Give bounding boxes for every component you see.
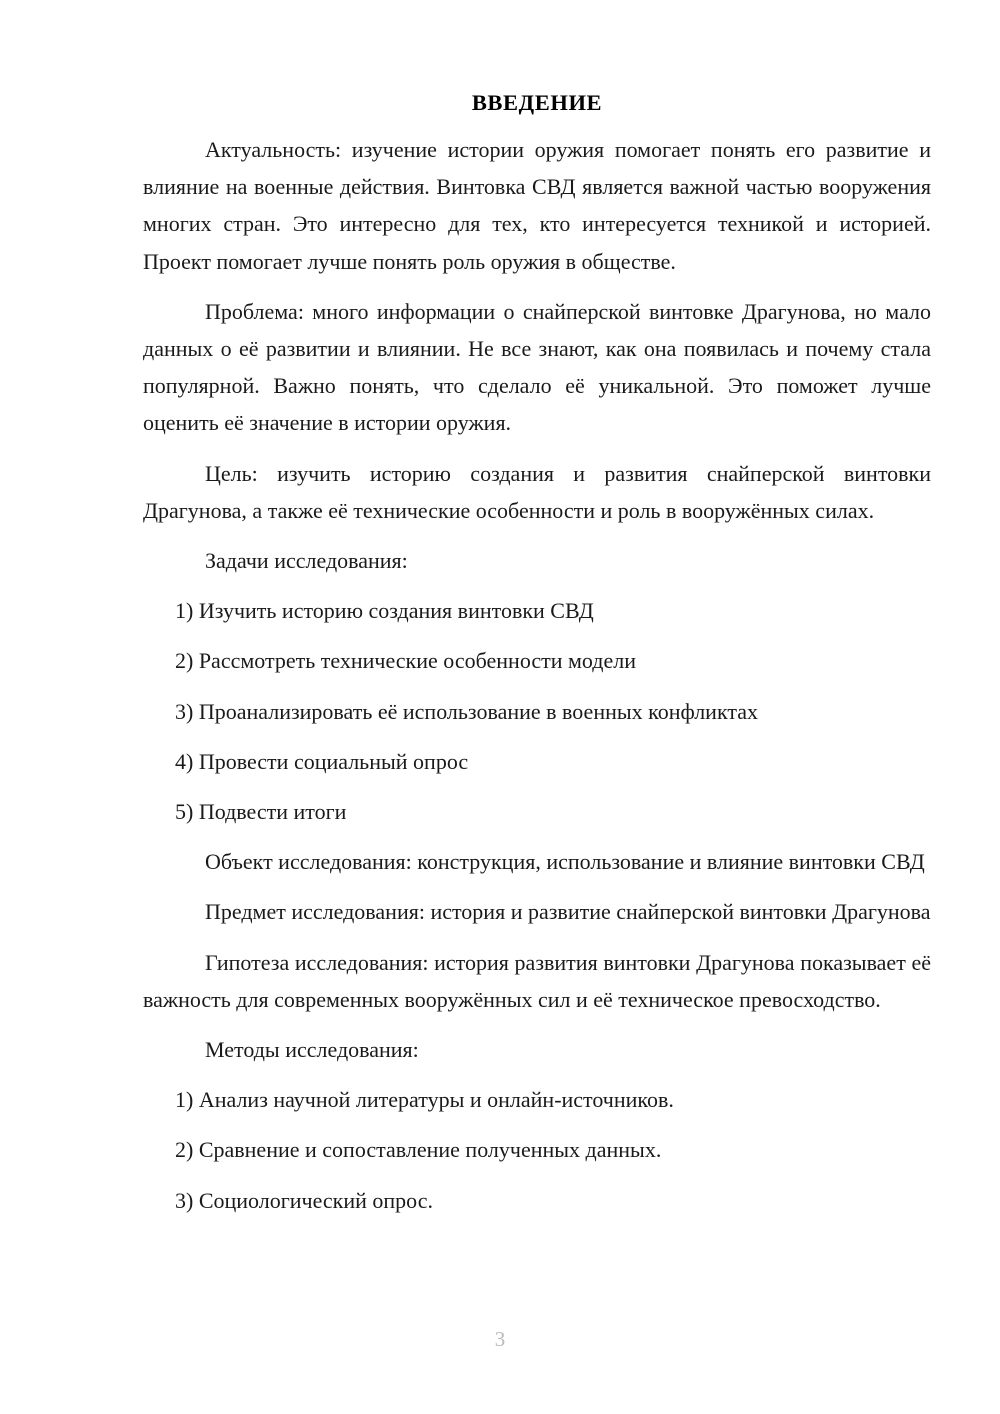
paragraph-goal: Цель: изучить историю создания и развития снайперской винтовки Драгунова, а также её технические особенности и роль в вооружённых силах. — [143, 460, 931, 523]
page-number: 3 — [494, 1327, 506, 1351]
list-item: 5) Подвести итоги — [175, 799, 347, 825]
list-item: 1) Анализ научной литературы и онлайн-источников. — [175, 1087, 674, 1113]
paragraph-relevance: Актуальность: изучение истории оружия помогает понять его развитие и влияние на военные действия. Винтовка СВД является важной частью вооружения многих стран. Это интересно для тех, кто интересуется техникой и историей. Проект помогает лучше понять роль оружия в обществе. — [143, 137, 931, 274]
list-item: 3) Социологический опрос. — [175, 1187, 433, 1213]
list-item: 1) Изучить историю создания винтовки СВД — [175, 598, 594, 624]
paragraph-hypothesis: Гипотеза исследования: история развития винтовки Драгунова показывает её важность для современных вооружённых сил и её техническое превосходство. — [143, 949, 931, 1012]
list-item: 4) Провести социальный опрос — [175, 748, 469, 774]
list-item: 3) Проанализировать её использование в военных конфликтах — [175, 698, 758, 724]
methods-list — [143, 1081, 931, 1219]
list-item: 2) Рассмотреть технические особенности модели — [175, 648, 637, 674]
heading-tasks: Задачи исследования: — [205, 548, 408, 574]
paragraph-subject: Предмет исследования: история и развитие снайперской винтовки Драгунова — [205, 899, 931, 925]
page-title: ВВЕДЕНИЕ — [471, 90, 603, 115]
paragraph-problem: Проблема: много информации о снайперской винтовке Драгунова, но мало данных о её развитии и влиянии. Не все знают, как она появилась и почему стала популярной. Важно понять, что сделало её уникальной. Это поможет лучше оценить её значение в истории оружия. — [143, 298, 931, 436]
paragraph-object: Объект исследования: конструкция, использование и влияние винтовки СВД — [205, 849, 925, 875]
list-item: 2) Сравнение и сопоставление полученных данных. — [175, 1137, 662, 1163]
tasks-list — [143, 592, 931, 830]
document-body — [143, 88, 931, 1232]
heading-methods: Методы исследования: — [205, 1037, 419, 1063]
